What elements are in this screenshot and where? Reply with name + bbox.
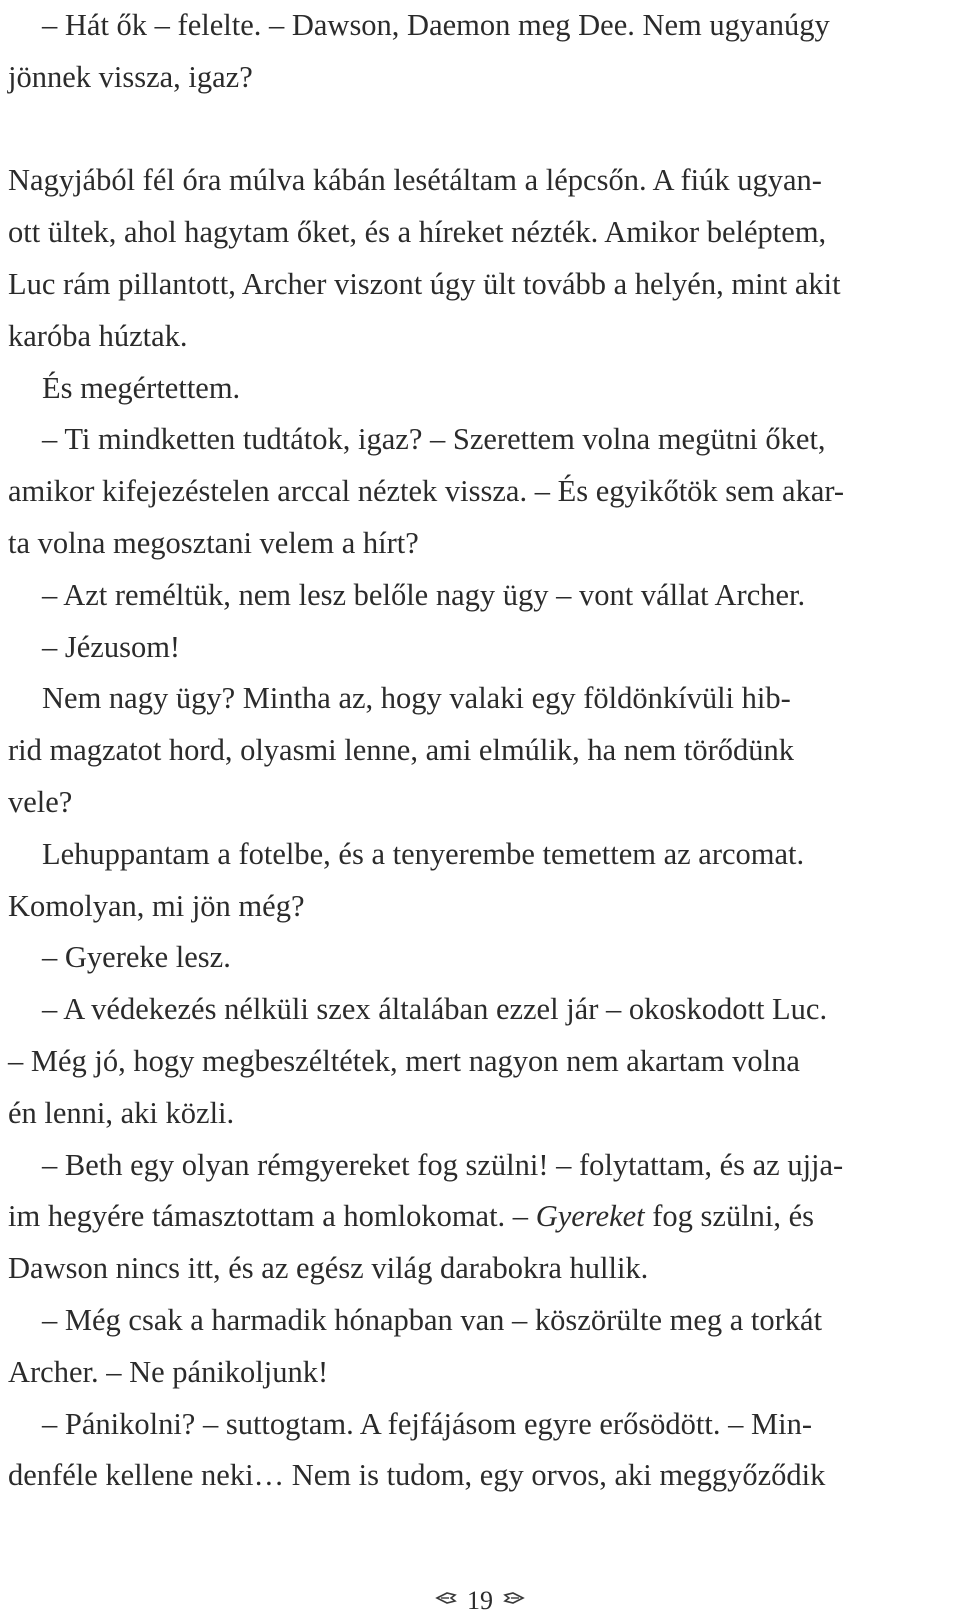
paragraph-line: – A védekezés nélküli szex általában ezzel jár – okoskodott Luc. [42,992,828,1027]
ornament-right-icon [503,1586,525,1616]
paragraph-line: – Hát ők – felelte. – Dawson, Daemon meg Dee. Nem ugyanúgy [42,8,830,42]
paragraph-line: Dawson nincs itt, és az egész világ darabokra hullik. [8,1251,649,1286]
page-number: 19 [467,1586,493,1616]
paragraph-line: – Beth egy olyan rémgyereket fog szülni! – folytattam, és az ujja- [42,1147,844,1182]
paragraph-line: ta volna megosztani velem a hírt? [8,525,419,560]
paragraph-line: denféle kellene neki… Nem is tudom, egy orvos, aki meggyőződik [8,1458,826,1493]
paragraph-line: ott ültek, ahol hagytam őket, és a híreket nézték. Amikor beléptem, [8,215,827,250]
line-text-before-emphasis: im hegyére támasztottam a homlokomat. – [8,1199,536,1234]
paragraph-line: – Pánikolni? – suttogtam. A fejfájásom egyre erősödött. – Min- [42,1406,813,1441]
paragraph-line: – Jézusom! [42,629,181,664]
paragraph-line: Nagyjából fél óra múlva kábán lesétáltam a lépcsőn. A fiúk ugyan- [8,163,822,198]
paragraph-line: rid magzatot hord, olyasmi lenne, ami elmúlik, ha nem törődünk [8,733,795,768]
paragraph-line: Archer. – Ne pánikoljunk! [8,1354,329,1389]
page-body [8,0,956,1502]
paragraph-line: – Ti mindketten tudtátok, igaz? – Szerettem volna megütni őket, [42,422,826,457]
paragraph-line: vele? [8,784,73,819]
paragraph-line: – Még csak a harmadik hónapban van – köszörülte meg a torkát [42,1302,823,1337]
paragraph-line: amikor kifejezéstelen arccal néztek vissza. – És egyikőtök sem akar- [8,474,845,509]
paragraph-line: – Gyereke lesz. [42,940,231,975]
paragraph-line: jönnek vissza, igaz? [8,59,253,94]
paragraph-line: Nem nagy ügy? Mintha az, hogy valaki egy földönkívüli hib- [42,681,791,716]
ornament-left-icon [435,1586,457,1616]
page-footer [0,1584,960,1616]
section-break [8,104,956,156]
paragraph-line: karóba húztak. [8,318,188,353]
paragraph-line: – Azt reméltük, nem lesz belőle nagy ügy – vont vállat Archer. [42,577,806,612]
line-text-after-emphasis: fog szülni, és [644,1199,815,1234]
paragraph-line: És megértettem. [42,370,241,405]
paragraph-line: én lenni, aki közli. [8,1095,235,1130]
emphasized-word: Gyereket [535,1199,645,1234]
paragraph-line: Luc rám pillantott, Archer viszont úgy ült tovább a helyén, mint akit [8,266,841,301]
paragraph-line: Lehuppantam a fotelbe, és a tenyerembe temettem az arcomat. [42,836,805,871]
paragraph-line: – Még jó, hogy megbeszéltétek, mert nagyon nem akartam volna [8,1043,800,1078]
paragraph-line-with-emphasis [8,1191,956,1243]
paragraph-line: Komolyan, mi jön még? [8,888,305,923]
